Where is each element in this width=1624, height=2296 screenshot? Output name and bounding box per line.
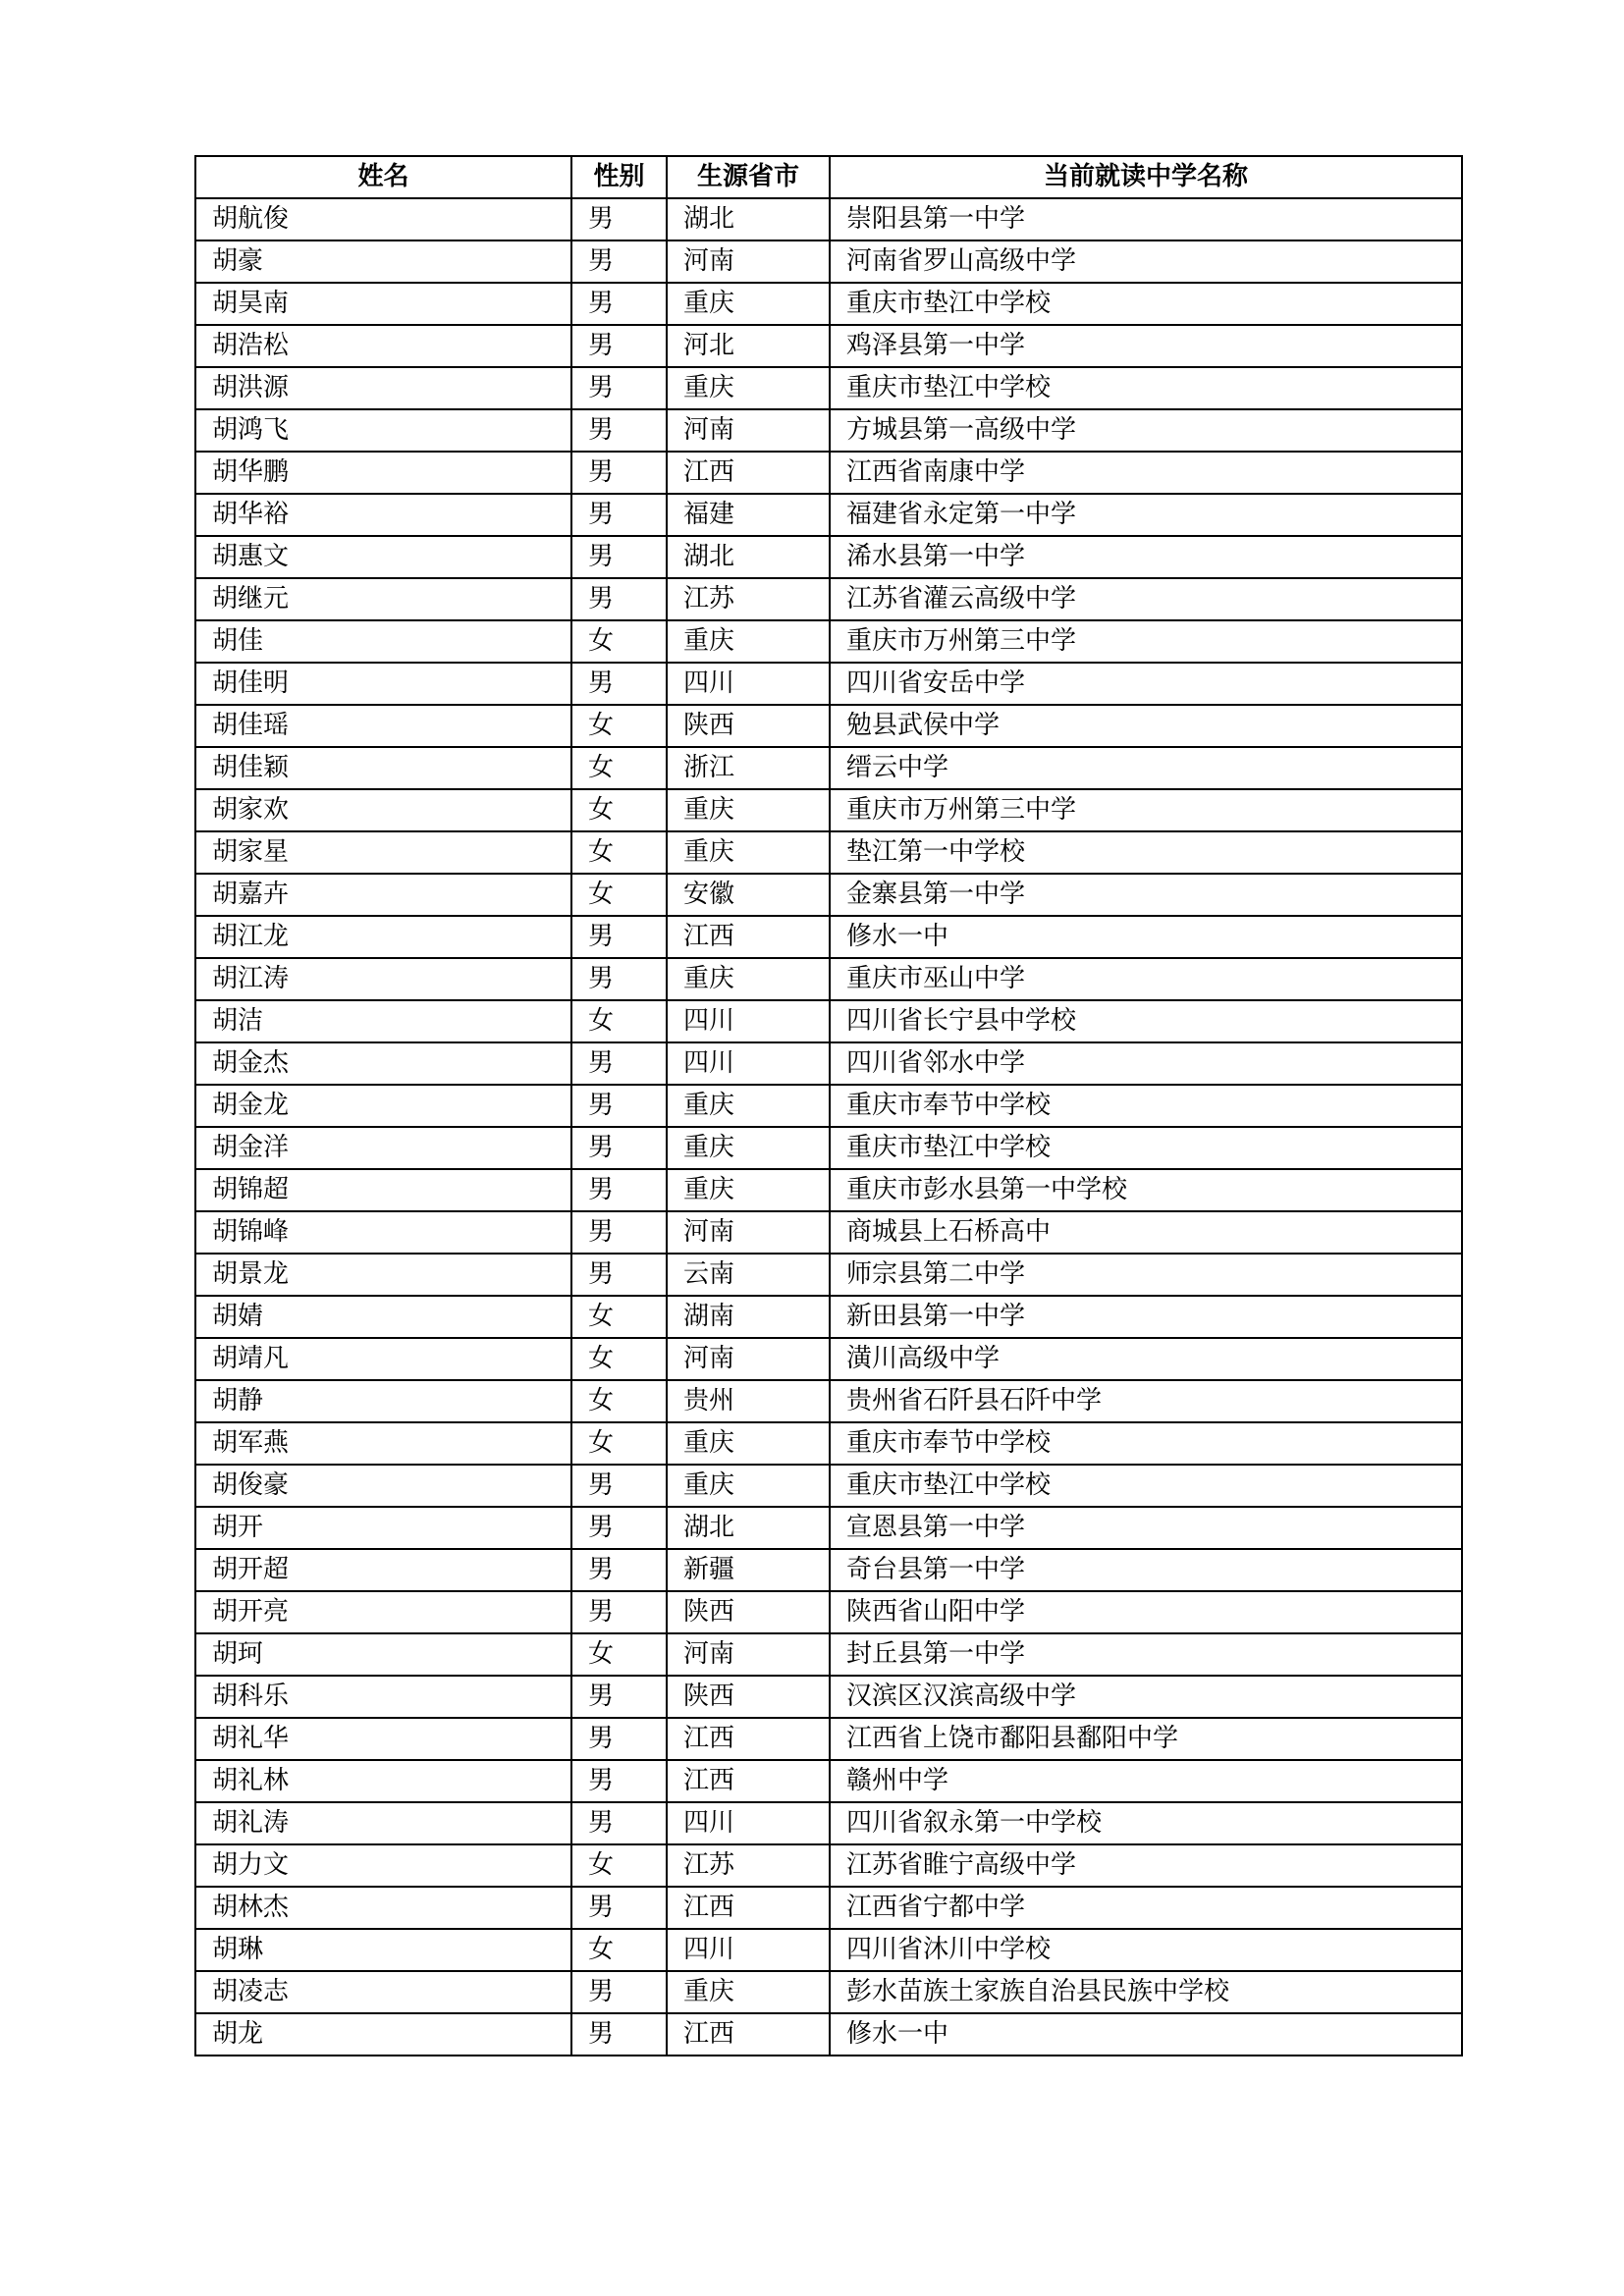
header-school: 当前就读中学名称 (830, 156, 1462, 198)
table-row (195, 1844, 1462, 1887)
table-row (195, 1085, 1462, 1127)
cell-province: 四川 (667, 1042, 830, 1085)
cell-name: 胡科乐 (195, 1676, 571, 1718)
cell-gender: 男 (571, 240, 667, 283)
cell-province: 陕西 (667, 1676, 830, 1718)
cell-name: 胡开亮 (195, 1591, 571, 1633)
cell-name: 胡龙 (195, 2013, 571, 2056)
header-province: 生源省市 (667, 156, 830, 198)
cell-province: 湖北 (667, 1507, 830, 1549)
cell-province: 重庆 (667, 1169, 830, 1211)
cell-gender: 男 (571, 1718, 667, 1760)
cell-province: 湖北 (667, 536, 830, 578)
cell-school: 四川省长宁县中学校 (830, 1000, 1462, 1042)
cell-school: 奇台县第一中学 (830, 1549, 1462, 1591)
table-row (195, 452, 1462, 494)
cell-name: 胡江涛 (195, 958, 571, 1000)
cell-gender: 男 (571, 452, 667, 494)
cell-name: 胡珂 (195, 1633, 571, 1676)
cell-gender: 女 (571, 831, 667, 874)
cell-province: 重庆 (667, 831, 830, 874)
cell-gender: 女 (571, 1000, 667, 1042)
cell-gender: 男 (571, 1254, 667, 1296)
table-row (195, 325, 1462, 367)
cell-province: 重庆 (667, 283, 830, 325)
cell-gender: 男 (571, 916, 667, 958)
cell-province: 重庆 (667, 620, 830, 663)
cell-gender: 男 (571, 1169, 667, 1211)
header-name: 姓名 (195, 156, 571, 198)
cell-province: 河北 (667, 325, 830, 367)
cell-gender: 女 (571, 1380, 667, 1422)
cell-school: 重庆市奉节中学校 (830, 1085, 1462, 1127)
cell-gender: 女 (571, 705, 667, 747)
cell-school: 重庆市垫江中学校 (830, 283, 1462, 325)
cell-province: 四川 (667, 663, 830, 705)
cell-name: 胡洁 (195, 1000, 571, 1042)
table-row (195, 494, 1462, 536)
cell-name: 胡靖凡 (195, 1338, 571, 1380)
cell-school: 河南省罗山高级中学 (830, 240, 1462, 283)
cell-school: 商城县上石桥高中 (830, 1211, 1462, 1254)
cell-name: 胡佳颖 (195, 747, 571, 789)
cell-school: 江苏省灌云高级中学 (830, 578, 1462, 620)
cell-gender: 男 (571, 1507, 667, 1549)
cell-province: 江西 (667, 452, 830, 494)
cell-name: 胡礼林 (195, 1760, 571, 1802)
table-row (195, 283, 1462, 325)
table-row (195, 1676, 1462, 1718)
cell-school: 潢川高级中学 (830, 1338, 1462, 1380)
cell-school: 新田县第一中学 (830, 1296, 1462, 1338)
cell-name: 胡静 (195, 1380, 571, 1422)
cell-name: 胡惠文 (195, 536, 571, 578)
table-row (195, 747, 1462, 789)
table-row (195, 831, 1462, 874)
cell-gender: 男 (571, 1085, 667, 1127)
cell-name: 胡嘉卉 (195, 874, 571, 916)
cell-province: 湖南 (667, 1296, 830, 1338)
cell-gender: 女 (571, 1633, 667, 1676)
cell-province: 云南 (667, 1254, 830, 1296)
cell-name: 胡鸿飞 (195, 409, 571, 452)
cell-name: 胡佳瑶 (195, 705, 571, 747)
cell-name: 胡锦峰 (195, 1211, 571, 1254)
table-row (195, 1549, 1462, 1591)
cell-gender: 女 (571, 789, 667, 831)
cell-name: 胡豪 (195, 240, 571, 283)
cell-school: 四川省沐川中学校 (830, 1929, 1462, 1971)
cell-school: 江苏省睢宁高级中学 (830, 1844, 1462, 1887)
cell-province: 重庆 (667, 367, 830, 409)
cell-name: 胡航俊 (195, 198, 571, 240)
cell-school: 福建省永定第一中学 (830, 494, 1462, 536)
table-row (195, 1254, 1462, 1296)
cell-province: 河南 (667, 1338, 830, 1380)
cell-province: 重庆 (667, 789, 830, 831)
table-row (195, 705, 1462, 747)
table-row (195, 1042, 1462, 1085)
student-roster-table (194, 155, 1463, 2056)
table-row (195, 620, 1462, 663)
cell-province: 浙江 (667, 747, 830, 789)
cell-province: 陕西 (667, 705, 830, 747)
cell-gender: 女 (571, 1422, 667, 1465)
cell-gender: 男 (571, 1591, 667, 1633)
cell-gender: 男 (571, 367, 667, 409)
cell-gender: 男 (571, 494, 667, 536)
header-gender: 性别 (571, 156, 667, 198)
cell-province: 重庆 (667, 1422, 830, 1465)
table-row (195, 663, 1462, 705)
table-row (195, 1887, 1462, 1929)
table-row (195, 789, 1462, 831)
table-row (195, 2013, 1462, 2056)
cell-gender: 男 (571, 1127, 667, 1169)
cell-name: 胡金洋 (195, 1127, 571, 1169)
cell-school: 赣州中学 (830, 1760, 1462, 1802)
cell-name: 胡继元 (195, 578, 571, 620)
table-row (195, 874, 1462, 916)
cell-gender: 男 (571, 283, 667, 325)
cell-school: 江西省南康中学 (830, 452, 1462, 494)
cell-name: 胡礼涛 (195, 1802, 571, 1844)
cell-gender: 男 (571, 198, 667, 240)
table-row (195, 536, 1462, 578)
cell-name: 胡佳 (195, 620, 571, 663)
table-row (195, 1971, 1462, 2013)
cell-province: 河南 (667, 409, 830, 452)
cell-school: 贵州省石阡县石阡中学 (830, 1380, 1462, 1422)
cell-gender: 男 (571, 958, 667, 1000)
cell-gender: 男 (571, 1042, 667, 1085)
cell-name: 胡家星 (195, 831, 571, 874)
cell-province: 重庆 (667, 1127, 830, 1169)
cell-school: 鸡泽县第一中学 (830, 325, 1462, 367)
table-body (195, 198, 1462, 2056)
cell-name: 胡力文 (195, 1844, 571, 1887)
table-row (195, 240, 1462, 283)
cell-school: 重庆市垫江中学校 (830, 367, 1462, 409)
table-row (195, 958, 1462, 1000)
cell-province: 重庆 (667, 1465, 830, 1507)
cell-gender: 男 (571, 1549, 667, 1591)
cell-name: 胡军燕 (195, 1422, 571, 1465)
cell-name: 胡开超 (195, 1549, 571, 1591)
cell-gender: 男 (571, 325, 667, 367)
cell-name: 胡华裕 (195, 494, 571, 536)
cell-gender: 男 (571, 1971, 667, 2013)
table-row (195, 198, 1462, 240)
cell-school: 宣恩县第一中学 (830, 1507, 1462, 1549)
table-row (195, 578, 1462, 620)
cell-province: 河南 (667, 1211, 830, 1254)
cell-name: 胡金杰 (195, 1042, 571, 1085)
table-row (195, 1127, 1462, 1169)
cell-gender: 女 (571, 1929, 667, 1971)
cell-school: 重庆市垫江中学校 (830, 1465, 1462, 1507)
cell-school: 江西省上饶市鄱阳县鄱阳中学 (830, 1718, 1462, 1760)
cell-school: 封丘县第一中学 (830, 1633, 1462, 1676)
cell-province: 陕西 (667, 1591, 830, 1633)
cell-province: 四川 (667, 1929, 830, 1971)
table-row (195, 1422, 1462, 1465)
cell-name: 胡家欢 (195, 789, 571, 831)
cell-name: 胡洪源 (195, 367, 571, 409)
table-row (195, 1718, 1462, 1760)
cell-school: 垫江第一中学校 (830, 831, 1462, 874)
cell-gender: 女 (571, 1844, 667, 1887)
cell-school: 四川省叙永第一中学校 (830, 1802, 1462, 1844)
cell-province: 江西 (667, 1760, 830, 1802)
cell-gender: 男 (571, 409, 667, 452)
cell-school: 四川省安岳中学 (830, 663, 1462, 705)
cell-school: 勉县武侯中学 (830, 705, 1462, 747)
cell-gender: 男 (571, 1760, 667, 1802)
table-row (195, 1802, 1462, 1844)
cell-name: 胡昊南 (195, 283, 571, 325)
table-row (195, 1929, 1462, 1971)
cell-name: 胡林杰 (195, 1887, 571, 1929)
cell-gender: 男 (571, 1887, 667, 1929)
table-row (195, 916, 1462, 958)
cell-province: 福建 (667, 494, 830, 536)
table-row (195, 1000, 1462, 1042)
cell-school: 师宗县第二中学 (830, 1254, 1462, 1296)
cell-name: 胡佳明 (195, 663, 571, 705)
table-row (195, 1591, 1462, 1633)
cell-province: 四川 (667, 1000, 830, 1042)
cell-gender: 男 (571, 536, 667, 578)
cell-name: 胡华鹏 (195, 452, 571, 494)
cell-school: 金寨县第一中学 (830, 874, 1462, 916)
cell-province: 安徽 (667, 874, 830, 916)
table-row (195, 367, 1462, 409)
cell-province: 湖北 (667, 198, 830, 240)
cell-province: 江苏 (667, 578, 830, 620)
cell-name: 胡浩松 (195, 325, 571, 367)
table-row (195, 1169, 1462, 1211)
cell-school: 重庆市巫山中学 (830, 958, 1462, 1000)
cell-school: 重庆市万州第三中学 (830, 620, 1462, 663)
cell-name: 胡开 (195, 1507, 571, 1549)
cell-school: 汉滨区汉滨高级中学 (830, 1676, 1462, 1718)
cell-province: 重庆 (667, 1971, 830, 2013)
cell-school: 修水一中 (830, 916, 1462, 958)
cell-school: 浠水县第一中学 (830, 536, 1462, 578)
cell-school: 重庆市奉节中学校 (830, 1422, 1462, 1465)
cell-name: 胡锦超 (195, 1169, 571, 1211)
cell-gender: 女 (571, 747, 667, 789)
cell-name: 胡俊豪 (195, 1465, 571, 1507)
table-row (195, 1760, 1462, 1802)
cell-school: 缙云中学 (830, 747, 1462, 789)
table-row (195, 409, 1462, 452)
cell-province: 重庆 (667, 958, 830, 1000)
cell-name: 胡礼华 (195, 1718, 571, 1760)
cell-school: 陕西省山阳中学 (830, 1591, 1462, 1633)
cell-name: 胡金龙 (195, 1085, 571, 1127)
cell-school: 重庆市彭水县第一中学校 (830, 1169, 1462, 1211)
cell-gender: 男 (571, 1211, 667, 1254)
cell-gender: 男 (571, 1802, 667, 1844)
cell-name: 胡琳 (195, 1929, 571, 1971)
table-row (195, 1380, 1462, 1422)
cell-gender: 女 (571, 620, 667, 663)
cell-province: 江西 (667, 1887, 830, 1929)
cell-school: 修水一中 (830, 2013, 1462, 2056)
cell-gender: 男 (571, 1465, 667, 1507)
cell-province: 江苏 (667, 1844, 830, 1887)
cell-school: 重庆市垫江中学校 (830, 1127, 1462, 1169)
table-row (195, 1211, 1462, 1254)
table-row (195, 1633, 1462, 1676)
cell-school: 彭水苗族土家族自治县民族中学校 (830, 1971, 1462, 2013)
cell-province: 河南 (667, 240, 830, 283)
cell-province: 贵州 (667, 1380, 830, 1422)
cell-school: 四川省邻水中学 (830, 1042, 1462, 1085)
cell-province: 江西 (667, 916, 830, 958)
table-header-row (195, 156, 1462, 198)
cell-school: 崇阳县第一中学 (830, 198, 1462, 240)
cell-gender: 男 (571, 1676, 667, 1718)
cell-name: 胡景龙 (195, 1254, 571, 1296)
table-row (195, 1507, 1462, 1549)
cell-name: 胡凌志 (195, 1971, 571, 2013)
cell-gender: 女 (571, 1338, 667, 1380)
table-row (195, 1465, 1462, 1507)
cell-school: 重庆市万州第三中学 (830, 789, 1462, 831)
table-row (195, 1296, 1462, 1338)
cell-province: 河南 (667, 1633, 830, 1676)
cell-name: 胡婧 (195, 1296, 571, 1338)
cell-gender: 男 (571, 2013, 667, 2056)
cell-school: 江西省宁都中学 (830, 1887, 1462, 1929)
cell-province: 江西 (667, 2013, 830, 2056)
cell-name: 胡江龙 (195, 916, 571, 958)
cell-gender: 男 (571, 578, 667, 620)
cell-province: 重庆 (667, 1085, 830, 1127)
cell-province: 四川 (667, 1802, 830, 1844)
cell-gender: 女 (571, 1296, 667, 1338)
cell-school: 方城县第一高级中学 (830, 409, 1462, 452)
table-row (195, 1338, 1462, 1380)
cell-gender: 女 (571, 874, 667, 916)
cell-gender: 男 (571, 663, 667, 705)
cell-province: 新疆 (667, 1549, 830, 1591)
cell-province: 江西 (667, 1718, 830, 1760)
